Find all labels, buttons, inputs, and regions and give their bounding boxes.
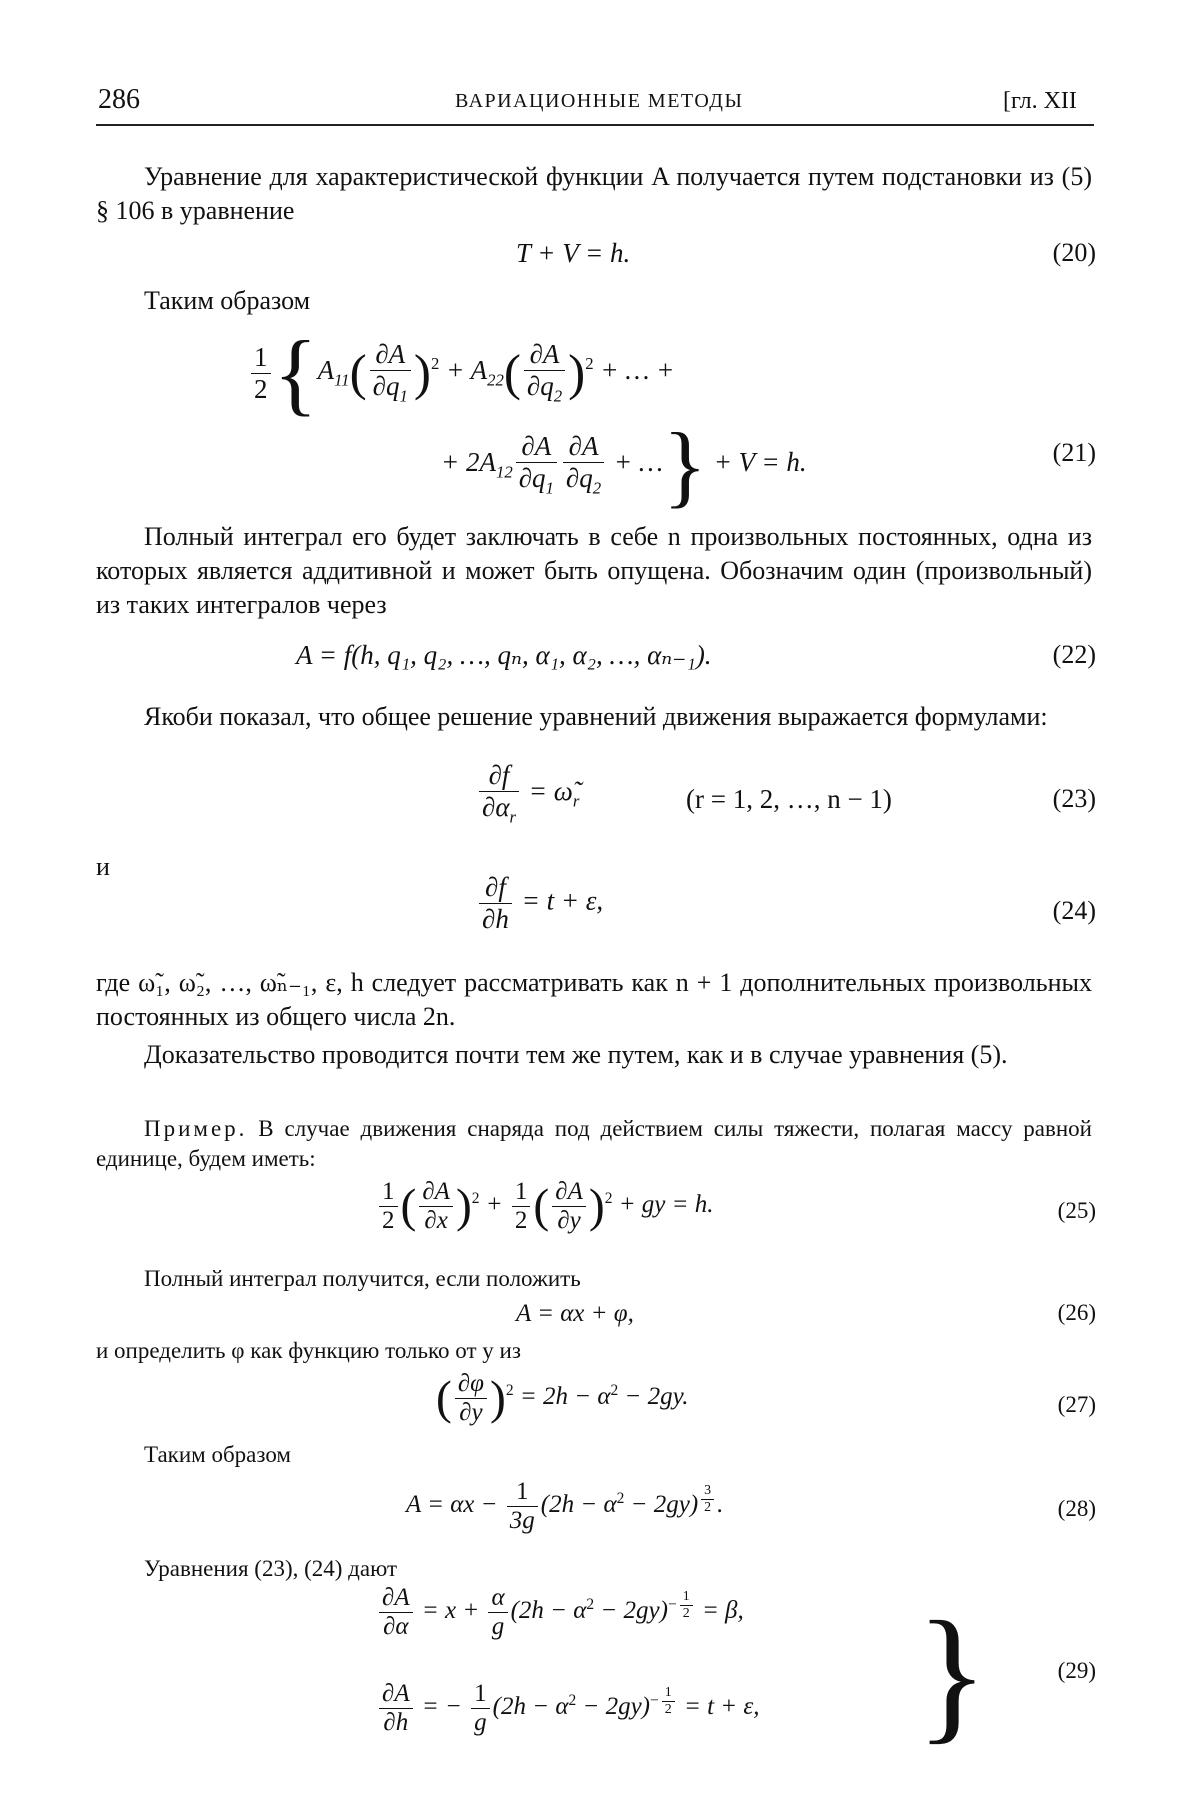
paragraph-1: Уравнение для характеристической функции A получается путем подстановки из (5) § 106 в уравнение [96,162,1092,225]
equation-26-body: A = αx + φ, [516,1300,634,1327]
paragraph-5: и [96,852,110,881]
equation-number-24: (24) [1052,896,1096,925]
paragraph-6: где ω̃₁, ω̃₂, …, ω̃ₙ₋₁, ε, h следует рассматривать как n + 1 дополнительных произвольных постоянных из общего числа 2n. [96,968,1092,1031]
example-label: Пример. [144,1116,248,1141]
equation-number-25: (25) [1057,1198,1096,1223]
equation-number-23: (23) [1052,784,1096,813]
equation-number-22: (22) [1052,640,1096,669]
paragraph-4: Якоби показал, что общее решение уравнений движения выражается формулами: [144,702,1048,731]
paragraph-7: Доказательство проводится почти тем же путем, как и в случае уравнения (5). [144,1040,1008,1069]
paragraph-8 [96,1114,1092,1174]
equation-number-20: (20) [1052,238,1096,267]
equation-29: $\frac{\partial A}{\partial\alpha}$ = x + $\frac{\alpha}{g}$ $(2h - \alpha^2 - 2gy)^{- \frac{1}{2}}$ = β, $\frac{\partial A}{\partial h}$ = − $\frac{1}{g}$ $(2h - \alpha^2 - 2gy)^{- \frac{1}{2}}$ = t + ε, } (29) [96,1584,1096,1784]
equation-26 [96,1300,1096,1334]
equation-21-line1: $\frac{1}{2}$ {$A_{11}$( $\frac{\partial A}{\partial q_1}$ )$^2 + A_{22}$( $\frac{\partial A}{\partial q_2}$ )$^2$ + … + [96,320,1096,400]
system-brace: } [916,1591,988,1757]
header-rule [96,124,1094,126]
paragraph-3: Полный интеграл его будет заключать в себе n произвольных постоянных, одна из которых является аддитивной и может быть опущена. Обозначим один (произвольный) из таких интегралов через [96,522,1092,619]
equation-24: $\frac{\partial f}{\partial h}$ = t + ε, (24) [96,872,1096,956]
running-title: ВАРИАЦИОННЫЕ МЕТОДЫ [455,90,744,112]
equation-20-body: T + V = h. [516,238,631,268]
paragraph-11: Таким образом [144,1442,291,1467]
paragraph-12: Уравнения (23), (24) дают [144,1556,398,1581]
paragraph-8-text: В случае движения снаряда под действием силы тяжести, полагая массу равной единице, будем иметь: [96,1116,1092,1171]
equation-number-26: (26) [1057,1300,1096,1325]
equation-23-range: (r = 1, 2, …, n − 1) [686,784,892,814]
equation-number-21: (21) [1052,438,1096,467]
equation-22-body: A = f(h, q₁, q₂, …, qₙ, α₁, α₂, …, αₙ₋₁). [296,640,712,670]
paragraph-10: и определить φ как функцию только от y из [96,1338,521,1363]
equation-number-27: (27) [1057,1392,1096,1417]
equation-23: $\frac{\partial f}{\partial\alpha_r}$ = $\omegã_r$ (r = 1, 2, …, n − 1) (23) [96,760,1096,844]
equation-20 [96,238,1096,274]
equation-25: $\frac{1}{2}$ ( $\frac{\partial A}{\partial x}$ )$^2$ + $\frac{1}{2}$ ( $\frac{\partial A}{\partial y}$ )$^2$ + gy = h. (25) [96,1178,1096,1258]
page-number: 286 [98,84,140,115]
paragraph-2: Таким образом [144,286,311,315]
chapter-label: [гл. XII [1003,88,1077,114]
equation-number-29: (29) [1057,1658,1096,1683]
paragraph-9: Полный интеграл получится, если положить [144,1266,581,1291]
equation-21-line2: + $2A_{12}$ $\frac{\partial A}{\partial q_1}$ $\frac{\partial A}{\partial q_2}$ + …} + V = h. (21) [441,414,1096,516]
equation-28: A = αx − $\frac{1}{3g}$ $(2h - \alpha^2 - 2gy)$ $^{\frac{3}{2}}$ . (28) [406,1478,1096,1534]
equation-number-28: (28) [1057,1496,1096,1521]
equation-22 [96,640,1096,680]
equation-27: ( $\frac{\partial\varphi}{\partial y}$ )$^2 = 2h - \alpha^2 - 2gy$. (27) [436,1370,1096,1426]
